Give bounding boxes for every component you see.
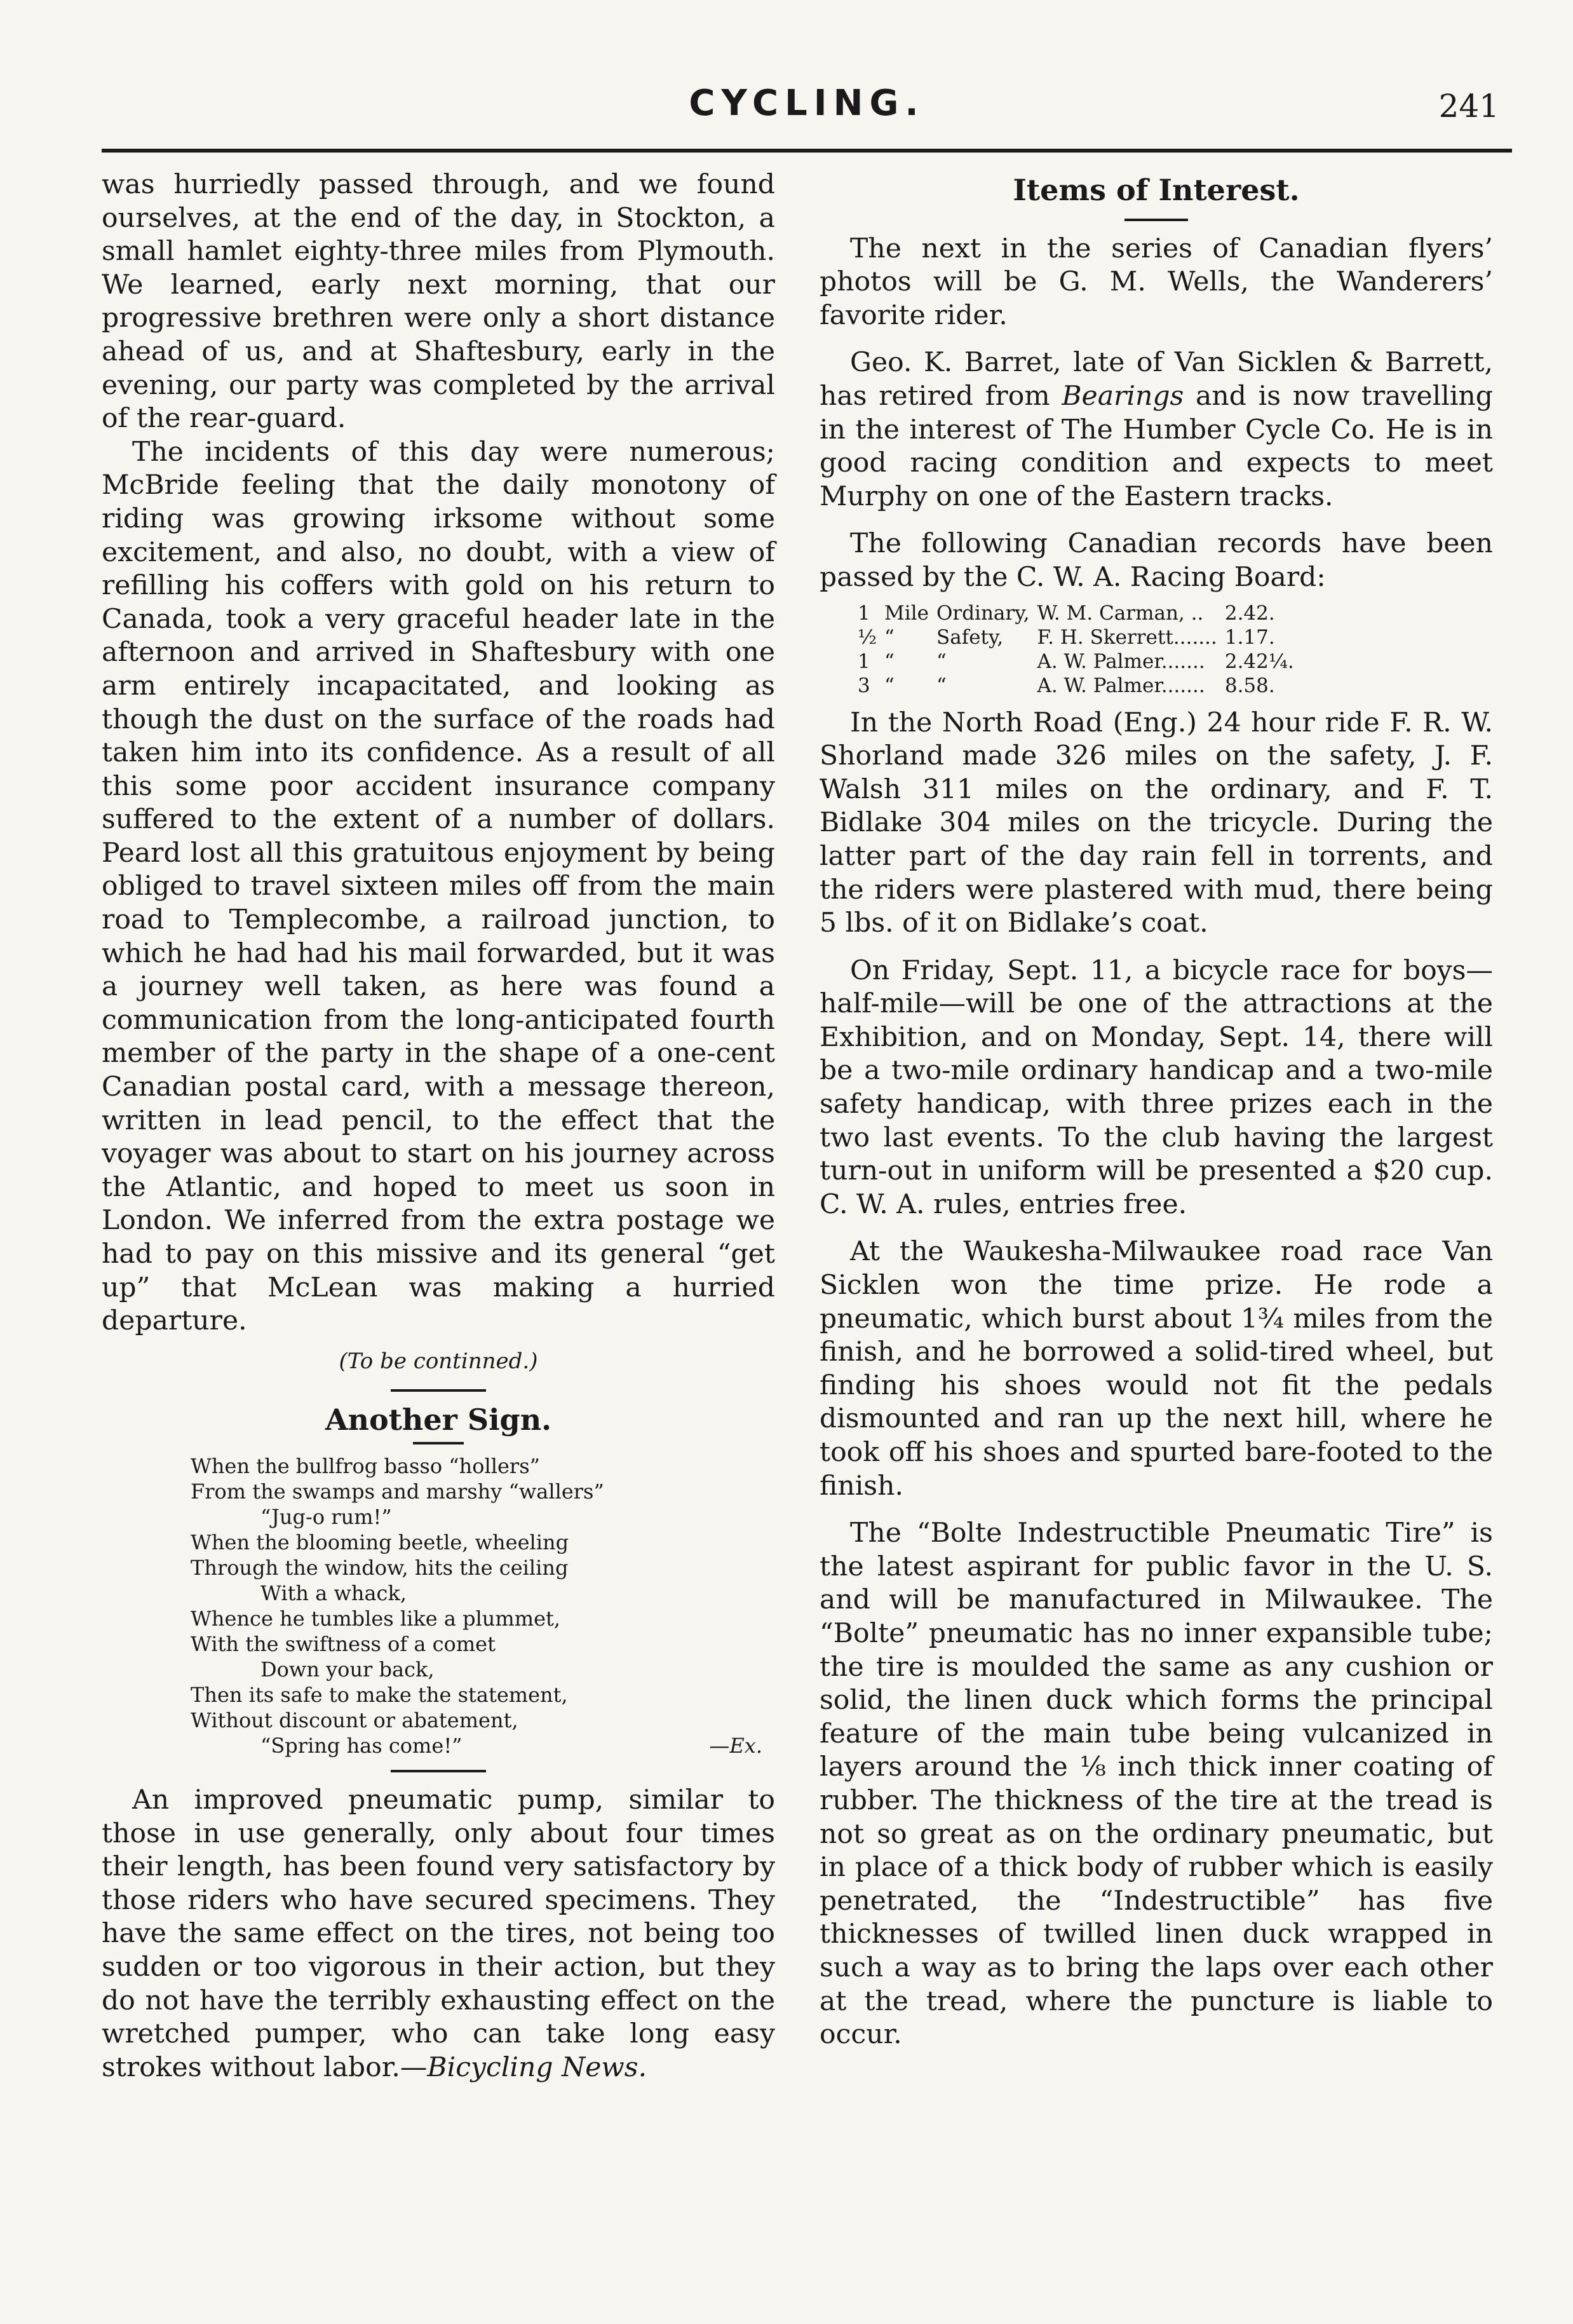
table-row	[858, 649, 1302, 674]
divider	[391, 1770, 486, 1772]
table-row	[858, 601, 1302, 625]
to-be-continued: (To be continned.)	[339, 1348, 538, 1374]
poem-line: Through the window, hits the ceiling	[191, 1555, 569, 1580]
waukesha-paragraph: At the Waukesha-Milwaukee road race Van Sicklen won the time prize. He rode a pneumatic, which burst about 1¾ miles from the finish, and he borrowed a solid-tired wheel, but finding his shoes would not fit the pedals dismounted and ran up the next hill, where he took off his shoes and spurted bare-footed to the finish.	[820, 1236, 1493, 1502]
poem-line: When the bullfrog basso “hollers”	[191, 1453, 540, 1478]
journal-title: CYCLING.	[689, 83, 925, 124]
travel-paragraph-continued: was hurriedly passed through, and we found ourselves, at the end of the day, in Stockton, a small hamlet eighty-three miles from Plymouth. We learned, early next morning, that our progressive brethren were only a short distance ahead of us, and at Shaftesbury, early in the evening, our party was completed by the arrival of the rear-guard.	[102, 169, 775, 435]
record-distance: 3	[858, 674, 870, 697]
pump-paragraph	[102, 1784, 775, 2084]
barrett-paragraph	[820, 346, 1493, 513]
barrett-text-end: and is now travelling in the interest of The Humber Cycle Co. He is in good racing condition and expects to meet Murphy on one of the Eastern tracks.	[820, 380, 1493, 512]
page-header	[102, 70, 1512, 153]
right-column	[820, 168, 1493, 2052]
poem-line: Down your back,	[260, 1657, 435, 1682]
record-type: “	[936, 649, 947, 673]
record-rider: A. W. Palmer.......	[1037, 674, 1205, 697]
divider	[413, 1442, 464, 1444]
poem-line: Whence he tumbles like a plummet,	[191, 1606, 561, 1631]
poem-line: From the swamps and marshy “wallers”	[191, 1479, 604, 1504]
poem-line: With a whack,	[260, 1580, 407, 1605]
north-road-paragraph: In the North Road (Eng.) 24 hour ride F. R. W. Shorland made 326 miles on the safety, J. F. Walsh 311 miles on the ordinary, and F. T. Bidlake 304 miles on the tricycle. During the latter part of the day rain fell in torrents, and the riders were plastered with mud, there being 5 lbs. of it on Bidlake’s coat.	[820, 707, 1493, 939]
record-time: 8.58.	[1224, 674, 1275, 697]
poem-line: “Spring has come!”	[260, 1733, 462, 1758]
record-unit: “	[884, 674, 895, 697]
table-row	[858, 625, 1302, 649]
record-type: Safety,	[936, 625, 1004, 649]
poem-line: With the swiftness of a comet	[191, 1631, 496, 1656]
flyers-paragraph: The next in the series of Canadian flyers’ photos will be G. M. Wells, the Wanderers’ favorite rider.	[820, 233, 1493, 331]
barrett-text-start: Geo. K. Barret, late of Van Sicklen & Barrett, has retired from	[820, 347, 1493, 412]
poem-line: “Jug-o rum!”	[260, 1504, 392, 1529]
record-distance: 1	[858, 649, 870, 673]
travel-paragraph-incidents: The incidents of this day were numerous; McBride feeling that the daily monotony of riding was growing irksome without some excitement, and also, no doubt, with a view of refilling his coffers with gold on his return to Canada, took a very graceful header late in the afternoon and arrived in Shaftesbury with one arm entirely incapacitated, and looking as though the dust on the surface of the roads had taken him into its confidence. As a result of all this some poor accident insurance company suffered to the extent of a number of dollars. Peard lost all this gratuitous enjoyment by being obliged to travel sixteen miles off from the main road to Templecombe, a railroad junction, to which he had had his mail forwarded, but it was a journey well taken, as here was found a communication from the long-anticipated fourth member of the party in the shape of a one-cent Canadian postal card, with a message thereon, written in lead pencil, to the effect that the voyager was about to start on his journey across the Atlantic, and hoped to meet us soon in London. We inferred from the extra postage we had to pay on this missive and its general “get up” that McLean was making a hurried departure.	[102, 436, 775, 1337]
poem-line: Then its safe to make the statement,	[191, 1682, 568, 1707]
records-intro: The following Canadian records have been passed by the C. W. A. Racing Board:	[820, 528, 1493, 593]
poem-title: Another Sign.	[325, 1403, 552, 1437]
page-number: 241	[1438, 88, 1499, 125]
bolte-paragraph: The “Bolte Indestructible Pneumatic Tire” is the latest aspirant for public favor in the U. S. and will be manufactured in Milwaukee. The “Bolte” pneumatic has no inner expansible tube; the tire is moulded the same as any cushion or solid, the linen duck which forms the principal feature of the main tube being vulcanized in layers around the ⅛ inch thick inner coating of rubber. The thickness of the tire at the tread is not so great as on the ordinary pneumatic, but in place of a thick body of rubber which is easily penetrated, the “Indestructible” has five thicknesses of twilled linen duck wrapped in such a way as to bring the laps over each other at the tread, where the puncture is liable to occur.	[820, 1518, 1493, 2051]
record-unit: “	[884, 625, 895, 649]
left-column	[102, 168, 775, 2084]
record-rider: A. W. Palmer.......	[1037, 649, 1205, 673]
record-type: Ordinary,	[936, 601, 1030, 625]
poem	[102, 1453, 775, 1758]
items-heading: Items of Interest.	[1013, 173, 1300, 207]
pump-source: —Bicycling News.	[400, 2051, 647, 2083]
exhibition-paragraph: On Friday, Sept. 11, a bicycle race for boys—half-mile—will be one of the attractions at the Exhibition, and on Monday, Sept. 14, there will be a two-mile ordinary handicap and a two-mile safety handicap, with three prizes each in the two last events. To the club having the largest turn-out in uniform will be presented a $20 cup. C. W. A. rules, entries free.	[820, 955, 1493, 1220]
poem-line: When the blooming beetle, wheeling	[191, 1530, 569, 1554]
bearings-journal: Bearings	[1062, 380, 1184, 412]
record-rider: F. H. Skerrett.......	[1037, 625, 1217, 649]
poem-line: Without discount or abatement,	[191, 1708, 518, 1732]
records-table	[858, 601, 1302, 698]
poem-last-line	[260, 1733, 775, 1758]
record-rider: W. M. Carman, ..	[1037, 601, 1204, 625]
record-distance: 1	[858, 601, 870, 625]
poem-source: —Ex.	[709, 1733, 762, 1758]
table-row	[858, 674, 1302, 698]
divider	[391, 1389, 486, 1392]
record-distance: ½	[858, 625, 877, 649]
record-type: “	[936, 674, 947, 697]
record-unit: Mile	[884, 601, 929, 625]
record-unit: “	[884, 649, 895, 673]
divider	[1124, 219, 1188, 221]
record-time: 2.42.	[1224, 601, 1275, 625]
pump-text: An improved pneumatic pump, similar to those in use generally, only about four times their length, has been found very satisfactory by those riders who have secured specimens. They have the same effect on the tires, not being too sudden or too vigorous in their action, but they do not have the terribly exhausting effect on the wretched pumper, who can take long easy strokes without labor.	[102, 1784, 775, 2083]
record-time: 1.17.	[1224, 625, 1275, 649]
header-rule	[102, 149, 1512, 153]
record-time: 2.42¼.	[1224, 649, 1294, 673]
